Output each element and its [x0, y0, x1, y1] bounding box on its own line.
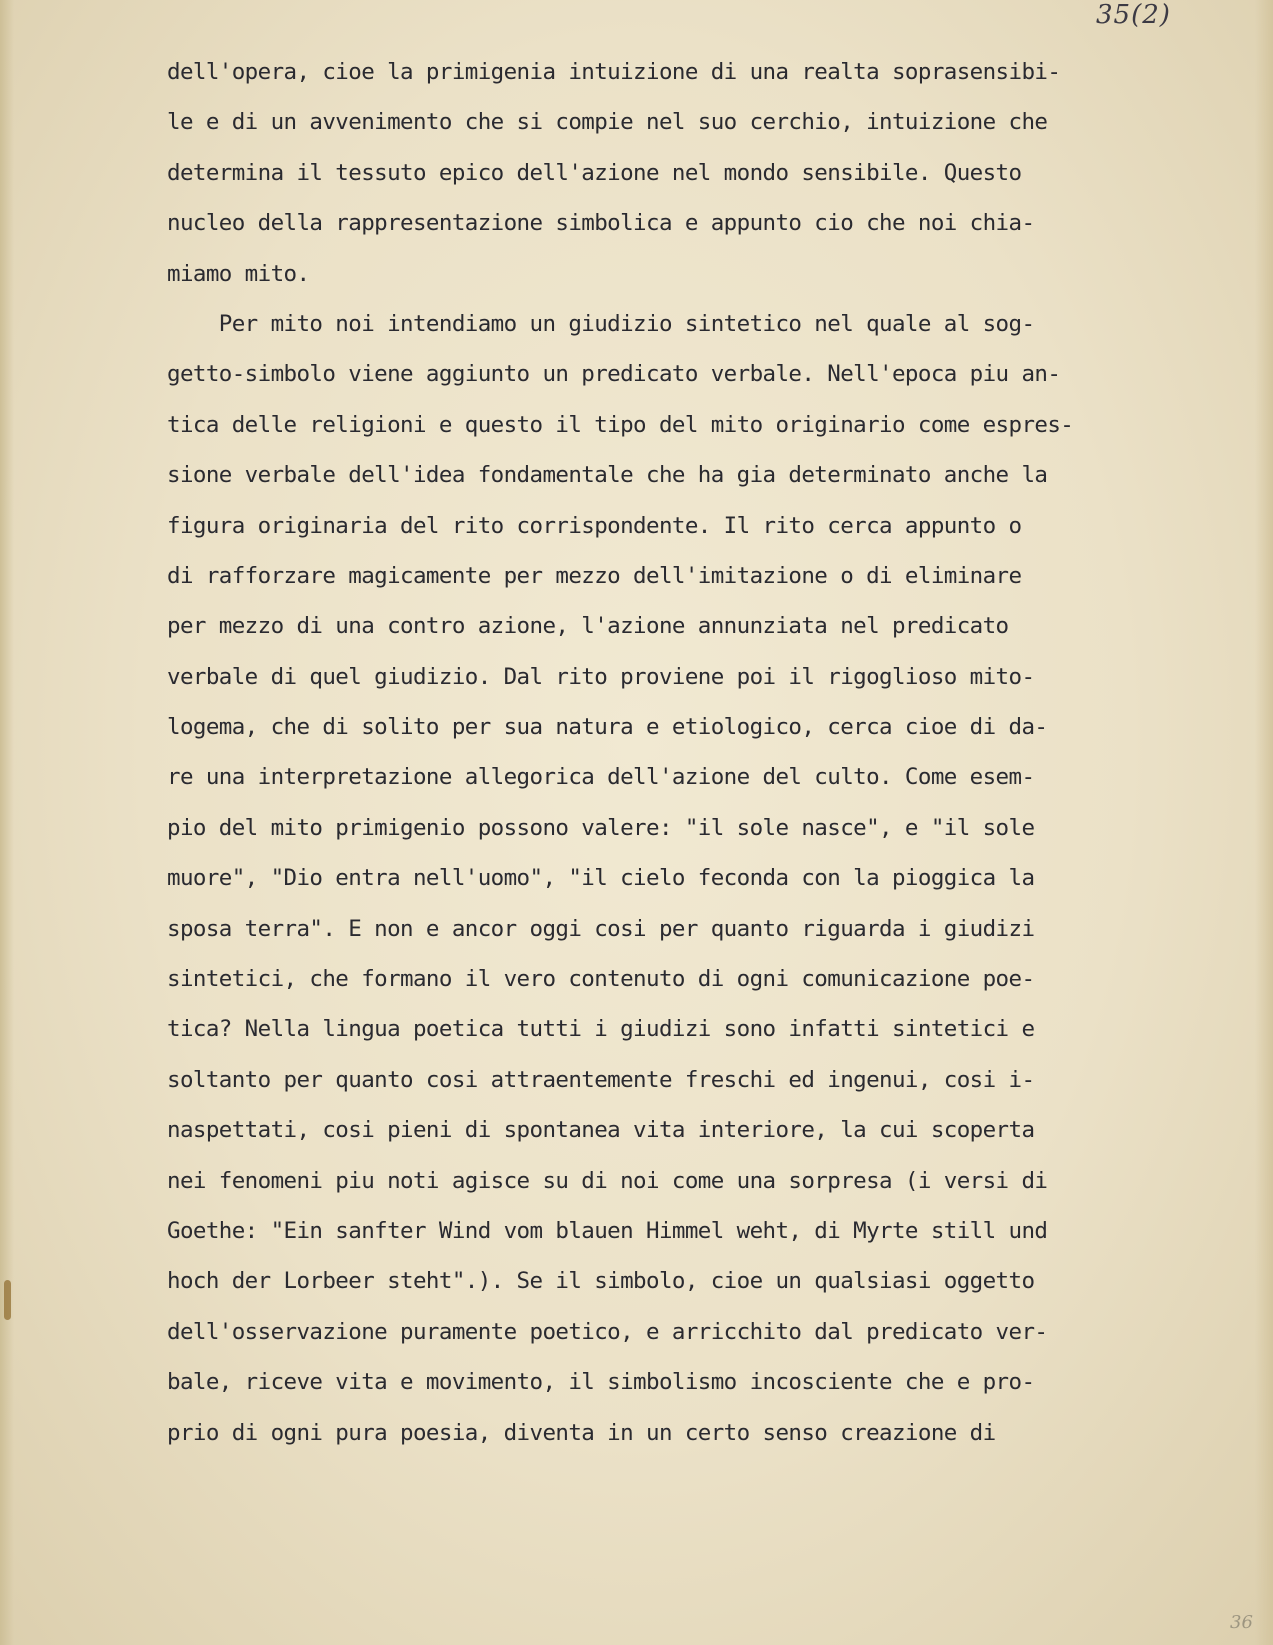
text-line: logema, che di solito per sua natura e etiologico, cerca cioe di da- — [167, 714, 1048, 741]
body-text — [167, 47, 1207, 1458]
text-line: tica delle religioni e questo il tipo del mito originario come espres- — [167, 411, 1074, 438]
text-line: figura originaria del rito corrispondente. Il rito cerca appunto o — [167, 512, 1022, 539]
text-line: bale, riceve vita e movimento, il simbolismo incosciente che e pro- — [167, 1369, 1035, 1396]
text-line: nei fenomeni piu noti agisce su di noi come una sorpresa (i versi di — [167, 1167, 1048, 1194]
text-line: tica? Nella lingua poetica tutti i giudizi sono infatti sintetici e — [167, 1016, 1035, 1043]
text-line: le e di un avvenimento che si compie nel suo cerchio, intuizione che — [167, 109, 1048, 136]
text-line: Goethe: "Ein sanfter Wind vom blauen Himmel weht, di Myrte still und — [167, 1217, 1048, 1244]
text-line: pio del mito primigenio possono valere: "il sole nasce", e "il sole — [167, 814, 1035, 841]
text-line: verbale di quel giudizio. Dal rito proviene poi il rigoglioso mito- — [167, 663, 1035, 690]
text-line: hoch der Lorbeer steht".). Se il simbolo, cioe un qualsiasi oggetto — [167, 1268, 1035, 1295]
sheet-number: 36 — [1230, 1612, 1253, 1633]
text-line: per mezzo di una contro azione, l'azione annunziata nel predicato — [167, 613, 1009, 640]
handwritten-page-number: 35(2) — [1096, 0, 1171, 30]
text-line: re una interpretazione allegorica dell'azione del culto. Come esem- — [167, 764, 1035, 791]
text-line: determina il tessuto epico dell'azione nel mondo sensibile. Questo — [167, 159, 1022, 186]
text-line: di rafforzare magicamente per mezzo dell'imitazione o di eliminare — [167, 562, 1022, 589]
text-line: sposa terra". E non e ancor oggi cosi per quanto riguarda i giudizi — [167, 915, 1035, 942]
text-line: muore", "Dio entra nell'uomo", "il cielo feconda con la pioggica la — [167, 865, 1035, 892]
text-line: miamo mito. — [167, 260, 310, 287]
text-line: naspettati, cosi pieni di spontanea vita interiore, la cui scoperta — [167, 1117, 1035, 1144]
paper-edge-left — [0, 0, 14, 1645]
text-line: prio di ogni pura poesia, diventa in un certo senso creazione di — [167, 1419, 996, 1446]
text-line: Per mito noi intendiamo un giudizio sintetico nel quale al sog- — [167, 310, 1035, 337]
text-line: getto-simbolo viene aggiunto un predicato verbale. Nell'epoca piu an- — [167, 361, 1061, 388]
text-line: soltanto per quanto cosi attraentemente freschi ed ingenui, cosi i- — [167, 1066, 1035, 1093]
text-line: sione verbale dell'idea fondamentale che ha gia determinato anche la — [167, 462, 1048, 489]
paper-edge-right — [1255, 0, 1273, 1645]
text-line: dell'osservazione puramente poetico, e arricchito dal predicato ver- — [167, 1318, 1048, 1345]
text-line: dell'opera, cioe la primigenia intuizione di una realta soprasensibi- — [167, 59, 1061, 85]
paper-stain — [4, 1280, 11, 1320]
text-line: nucleo della rappresentazione simbolica e appunto cio che noi chia- — [167, 210, 1035, 237]
text-line: sintetici, che formano il vero contenuto di ogni comunicazione poe- — [167, 966, 1035, 993]
